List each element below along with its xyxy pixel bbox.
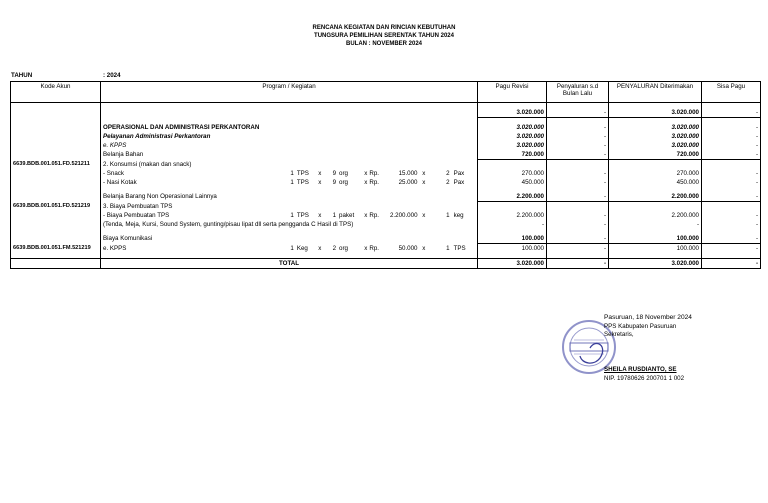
sign-place-date: Pasuruan, 18 November 2024 — [604, 314, 692, 321]
sign-org: PPS Kabupaten Pasuruan — [604, 323, 677, 330]
table-row: Belanja Bahan 720.000 - 720.000 - — [11, 150, 761, 160]
col-pagu: Pagu Revisi — [478, 82, 547, 103]
table-row: 6639.BDB.001.051.FD.521219 3. Biaya Pembuatan TPS — [11, 202, 761, 212]
table-row: - Nasi Kotak 1 TPS x 9 org x Rp. 25.000 x 2 Pax 450.000 - 450.000 - — [11, 178, 761, 187]
table-row: e. KPPS 3.020.000 - 3.020.000 - — [11, 141, 761, 150]
tahun-label: TAHUN — [11, 72, 33, 79]
total-label: TOTAL — [101, 259, 478, 269]
col-sisa: Sisa Pagu — [702, 82, 761, 103]
table-row: 3.020.000 - 3.020.000 - — [11, 108, 761, 118]
col-penyaluran: PENYALURAN Diterimakan — [609, 82, 702, 103]
table-header-row — [11, 82, 761, 103]
table-row: - Snack 1 TPS x 9 org x Rp. 15.000 x 2 Pax 270.000 - 270.000 - — [11, 169, 761, 178]
table-row: 6639.BDB.001.051.FD.521211 2. Konsumsi (makan dan snack) — [11, 160, 761, 170]
total-penyaluran: 3.020.000 — [609, 259, 702, 269]
col-kode-akun: Kode Akun — [11, 82, 101, 103]
sign-role: Sekretaris, — [604, 331, 634, 338]
sign-nip: NIP. 19780626 200701 1 002 — [604, 375, 685, 382]
doc-title-line2: TUNGSURA PEMILIHAN SERENTAK TAHUN 2024 — [314, 33, 454, 39]
table-row: (Tenda, Meja, Kursi, Sound System, gunting/pisau lipat dll serta pengganda C Hasil di TPS) - - - - — [11, 220, 761, 229]
total-pagu: 3.020.000 — [478, 259, 547, 269]
sign-name: SHEILA RUSDIANTO, SE — [604, 366, 677, 373]
table-row: Biaya Komunikasi 100.000 - 100.000 - — [11, 234, 761, 244]
col-program: Program / Kegiatan — [101, 82, 478, 103]
doc-title-line3: BULAN : NOVEMBER 2024 — [345, 41, 422, 47]
tahun-value: : 2024 — [103, 72, 121, 79]
table-row: - Biaya Pembuatan TPS 1 TPS x 1 paket x Rp. 2.200.000 x 1 keg 2.200.000 - 2.200.000 - — [11, 211, 761, 220]
signature-block — [604, 312, 692, 383]
budget-table — [10, 81, 761, 269]
total-row: TOTAL 3.020.000 - 3.020.000 - — [11, 259, 761, 269]
doc-title-line1: RENCANA KEGIATAN DAN RINCIAN KEBUTUHAN — [312, 25, 456, 31]
table-row: Belanja Barang Non Operasional Lainnya 2.200.000 - 2.200.000 - — [11, 192, 761, 202]
col-penyaluran-lalu: Penyaluran s.d Bulan Lalu — [547, 82, 609, 103]
table-row: 6639.BDB.001.051.FM.521219 e. KPPS 1 Keg x 2 org x Rp. 50.000 x 1 TPS 100.000 - 100.000 - — [11, 244, 761, 254]
table-row: Pelayanan Administrasi Perkantoran 3.020.000 - 3.020.000 - — [11, 132, 761, 141]
table-row: OPERASIONAL DAN ADMINISTRASI PERKANTORAN 3.020.000 - 3.020.000 - — [11, 123, 761, 132]
